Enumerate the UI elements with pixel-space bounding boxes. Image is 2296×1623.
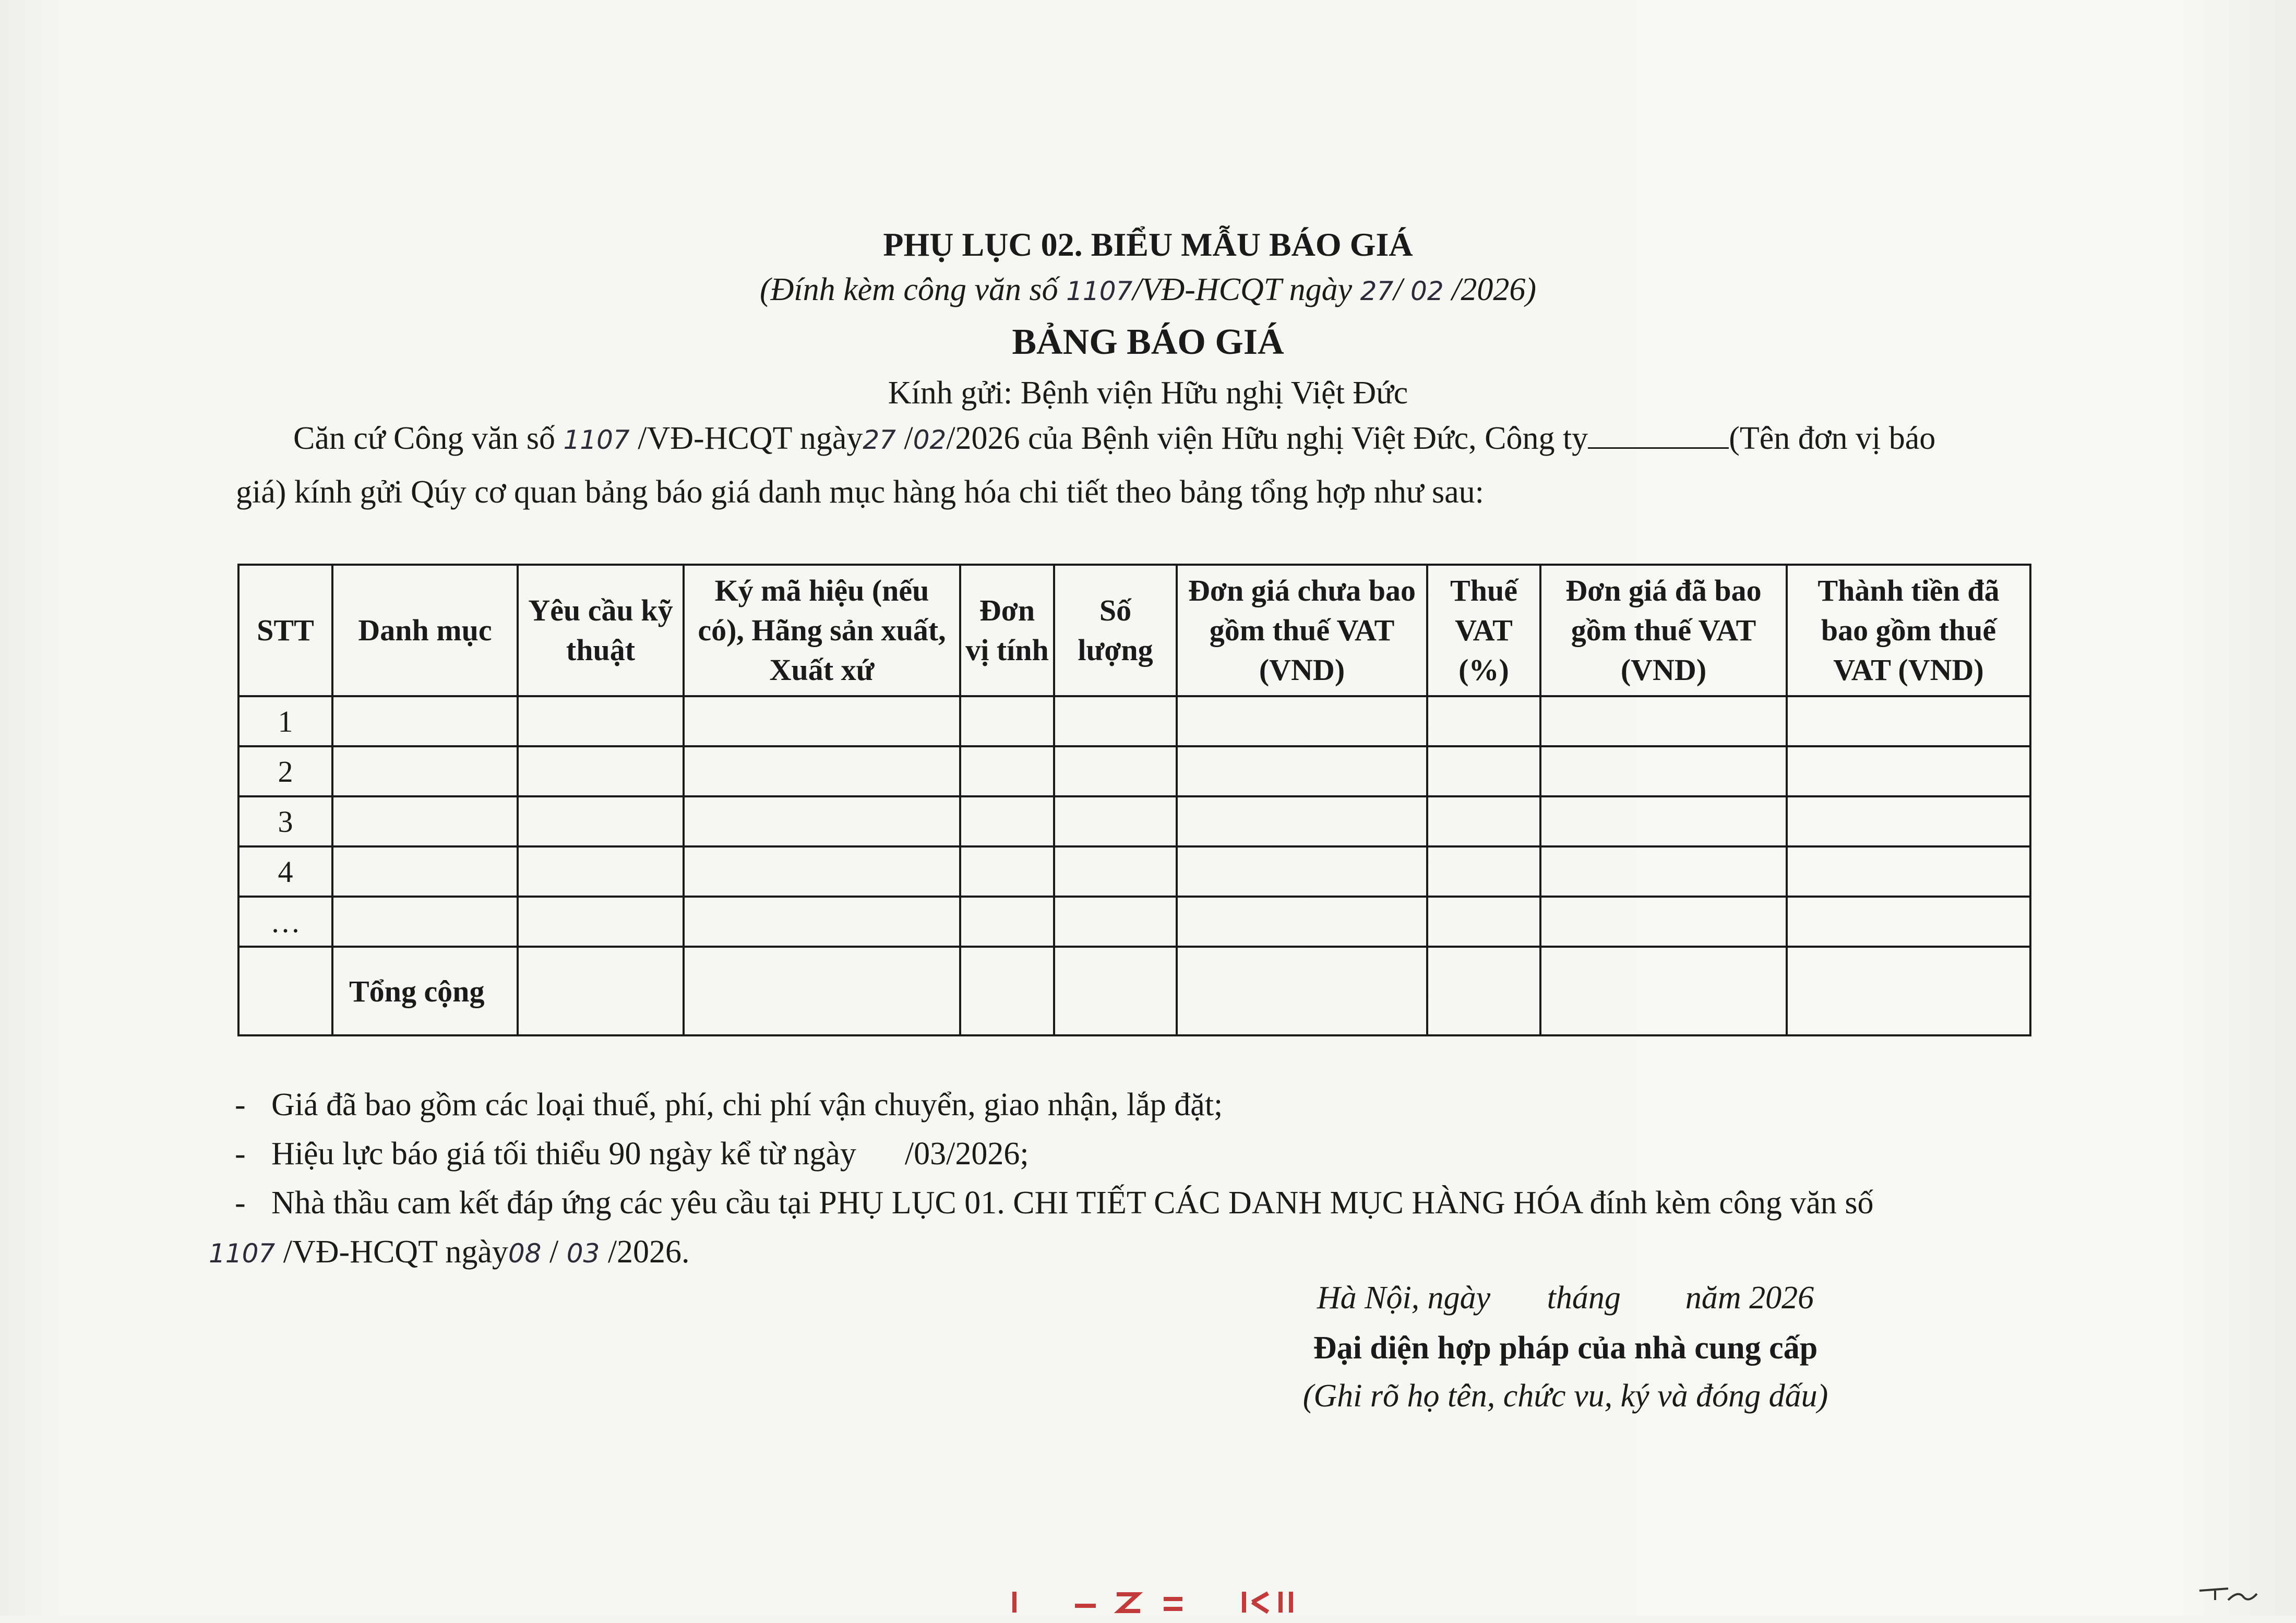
note-3-handwritten-day: 08 bbox=[508, 1238, 542, 1269]
company-name-blank[interactable] bbox=[1588, 426, 1729, 449]
intro-line-2: giá) kính gửi Qúy cơ quan bảng báo giá danh mục hàng hóa chi tiết theo bảng tổng hợp như sau: bbox=[236, 474, 1484, 510]
header-total-incl-vat: Thành tiền đã bao gồm thuế VAT (VND) bbox=[1787, 565, 2030, 696]
intro-part2: /VĐ-HCQT ngày bbox=[629, 421, 863, 456]
intro-part1: Căn cứ Công văn số bbox=[293, 421, 564, 456]
table-row bbox=[238, 796, 2030, 846]
header-category: Danh mục bbox=[332, 565, 518, 696]
header-unit-price-incl-vat: Đơn giá đã bao gồm thuế VAT (VND) bbox=[1540, 565, 1787, 696]
table-cell[interactable] bbox=[684, 746, 960, 796]
table-cell[interactable] bbox=[1054, 846, 1177, 897]
table-cell[interactable] bbox=[1054, 947, 1177, 1035]
row-number: 1 bbox=[238, 696, 332, 746]
note-item bbox=[230, 1129, 2035, 1178]
note-dash: - bbox=[235, 1136, 246, 1172]
table-cell[interactable] bbox=[960, 746, 1054, 796]
table-row bbox=[238, 846, 2030, 897]
note-dash: - bbox=[235, 1087, 246, 1123]
total-label: Tổng cộng bbox=[332, 947, 518, 1035]
table-cell[interactable] bbox=[960, 846, 1054, 897]
table-cell[interactable] bbox=[1177, 947, 1427, 1035]
table-row bbox=[238, 746, 2030, 796]
table-cell[interactable] bbox=[332, 897, 518, 947]
table-cell[interactable] bbox=[518, 746, 684, 796]
intro-handwritten-day: 27 bbox=[863, 425, 896, 455]
notes-list bbox=[209, 1080, 2035, 1278]
table-cell[interactable] bbox=[332, 696, 518, 746]
handwritten-day: 27 bbox=[1360, 276, 1394, 306]
table-cell[interactable] bbox=[960, 897, 1054, 947]
appendix-title: PHỤ LỤC 02. BIỂU MẪU BÁO GIÁ bbox=[883, 226, 1413, 263]
table-cell[interactable] bbox=[1054, 796, 1177, 846]
table-cell[interactable] bbox=[1787, 947, 2030, 1035]
note-3-handwritten-doc-number: 1107 bbox=[209, 1238, 276, 1269]
table-cell[interactable] bbox=[1427, 696, 1540, 746]
note-1-text: Giá đã bao gồm các loại thuế, phí, chi phí vận chuyển, giao nhận, lắp đặt; bbox=[271, 1087, 1223, 1123]
table-cell[interactable] bbox=[1427, 897, 1540, 947]
table-cell[interactable] bbox=[518, 897, 684, 947]
header-stt: STT bbox=[238, 565, 332, 696]
header-unit: Đơn vị tính bbox=[960, 565, 1054, 696]
intro-part3: /2026 của Bệnh viện Hữu nghị Việt Đức, Công ty bbox=[946, 421, 1588, 456]
header-vat-rate: Thuế VAT (%) bbox=[1427, 565, 1540, 696]
table-cell[interactable] bbox=[518, 846, 684, 897]
table-cell[interactable] bbox=[1787, 796, 2030, 846]
note-2-text: Hiệu lực báo giá tối thiểu 90 ngày kể từ ngày /03/2026; bbox=[271, 1136, 1029, 1172]
signature-instruction: (Ghi rõ họ tên, chức vu, ký và đóng dấu) bbox=[1302, 1378, 1828, 1414]
header-model-manufacturer-origin: Ký mã hiệu (nếu có), Hãng sản xuất, Xuất xứ bbox=[684, 565, 960, 696]
table-cell[interactable] bbox=[960, 947, 1054, 1035]
intro-paragraph bbox=[236, 412, 2036, 518]
table-cell[interactable] bbox=[1054, 746, 1177, 796]
note-item bbox=[230, 1080, 2035, 1129]
attached-mid: /VĐ-HCQT ngày bbox=[1132, 272, 1360, 307]
table-cell bbox=[238, 947, 332, 1035]
note-3-sep: / bbox=[541, 1234, 567, 1270]
table-cell[interactable] bbox=[684, 846, 960, 897]
table-cell[interactable] bbox=[684, 796, 960, 846]
note-3-continuation bbox=[209, 1227, 2035, 1278]
table-cell[interactable] bbox=[1540, 746, 1787, 796]
handwritten-month: 02 bbox=[1410, 276, 1444, 306]
note-item bbox=[230, 1178, 2035, 1227]
quotation-table bbox=[237, 564, 2031, 1036]
handwritten-doc-number: 1107 bbox=[1066, 276, 1133, 306]
intro-handwritten-doc-number: 1107 bbox=[563, 425, 630, 455]
table-cell[interactable] bbox=[1054, 897, 1177, 947]
table-cell[interactable] bbox=[1540, 846, 1787, 897]
attached-prefix: (Đính kèm công văn số bbox=[759, 272, 1067, 307]
table-cell[interactable] bbox=[1177, 846, 1427, 897]
table-cell[interactable] bbox=[1427, 796, 1540, 846]
table-cell[interactable] bbox=[1427, 947, 1540, 1035]
table-cell[interactable] bbox=[1177, 746, 1427, 796]
table-cell[interactable] bbox=[518, 696, 684, 746]
intro-part4: (Tên đơn vị báo bbox=[1729, 421, 1936, 456]
note-3-text: Nhà thầu cam kết đáp ứng các yêu cầu tại PHỤ LỤC 01. CHI TIẾT CÁC DANH MỤC HÀNG HÓA đính kèm công văn số bbox=[271, 1185, 1874, 1221]
signature-title: Đại diện hợp pháp của nhà cung cấp bbox=[1313, 1330, 1818, 1366]
table-header-row bbox=[238, 565, 2030, 696]
row-number: 3 bbox=[238, 796, 332, 846]
header-quantity: Số lượng bbox=[1054, 565, 1177, 696]
table-cell[interactable] bbox=[684, 696, 960, 746]
table-row bbox=[238, 696, 2030, 746]
table-cell[interactable] bbox=[1177, 897, 1427, 947]
table-cell[interactable] bbox=[1427, 846, 1540, 897]
row-number: 2 bbox=[238, 746, 332, 796]
table-cell[interactable] bbox=[684, 897, 960, 947]
header-technical-requirements: Yêu cầu kỹ thuật bbox=[518, 565, 684, 696]
attached-suffix: /2026) bbox=[1443, 272, 1537, 307]
attached-sep: / bbox=[1393, 272, 1411, 307]
table-cell[interactable] bbox=[1540, 796, 1787, 846]
red-stamp-fragment-icon bbox=[1012, 1586, 1305, 1623]
table-cell[interactable] bbox=[960, 796, 1054, 846]
table-cell[interactable] bbox=[1540, 947, 1787, 1035]
table-cell[interactable] bbox=[1787, 897, 2030, 947]
header-unit-price-excl-vat: Đơn giá chưa bao gồm thuế VAT (VND) bbox=[1177, 565, 1427, 696]
table-row bbox=[238, 897, 2030, 947]
table-cell[interactable] bbox=[1787, 696, 2030, 746]
table-cell[interactable] bbox=[960, 696, 1054, 746]
attached-reference bbox=[0, 271, 2296, 308]
intro-sep: / bbox=[895, 421, 913, 456]
table-cell[interactable] bbox=[518, 796, 684, 846]
addressee: Kính gửi: Bệnh viện Hữu nghị Việt Đức bbox=[888, 375, 1408, 411]
table-cell[interactable] bbox=[1787, 746, 2030, 796]
table-cell[interactable] bbox=[684, 947, 960, 1035]
total-row bbox=[238, 947, 2030, 1035]
note-dash: - bbox=[235, 1185, 246, 1221]
form-title: BẢNG BÁO GIÁ bbox=[1012, 322, 1284, 362]
table-cell[interactable] bbox=[1427, 746, 1540, 796]
signature-place-date: Hà Nội, ngày tháng năm 2026 bbox=[1317, 1280, 1814, 1316]
table-cell[interactable] bbox=[1054, 696, 1177, 746]
intro-handwritten-month: 02 bbox=[913, 425, 947, 455]
table-cell[interactable] bbox=[1787, 846, 2030, 897]
note-3-handwritten-month: 03 bbox=[566, 1238, 600, 1269]
table-cell[interactable] bbox=[1177, 796, 1427, 846]
note-3-mid: /VĐ-HCQT ngày bbox=[275, 1234, 508, 1270]
table-cell[interactable] bbox=[1177, 696, 1427, 746]
table-cell[interactable] bbox=[1540, 897, 1787, 947]
intro-line-1 bbox=[236, 412, 2036, 466]
table-cell[interactable] bbox=[518, 947, 684, 1035]
row-number: … bbox=[238, 897, 332, 947]
table-cell[interactable] bbox=[332, 746, 518, 796]
initial-mark-icon bbox=[2197, 1581, 2259, 1612]
table-cell[interactable] bbox=[1540, 696, 1787, 746]
table-cell[interactable] bbox=[332, 796, 518, 846]
note-3-suffix: /2026. bbox=[600, 1234, 690, 1270]
table-cell[interactable] bbox=[332, 846, 518, 897]
row-number: 4 bbox=[238, 846, 332, 897]
